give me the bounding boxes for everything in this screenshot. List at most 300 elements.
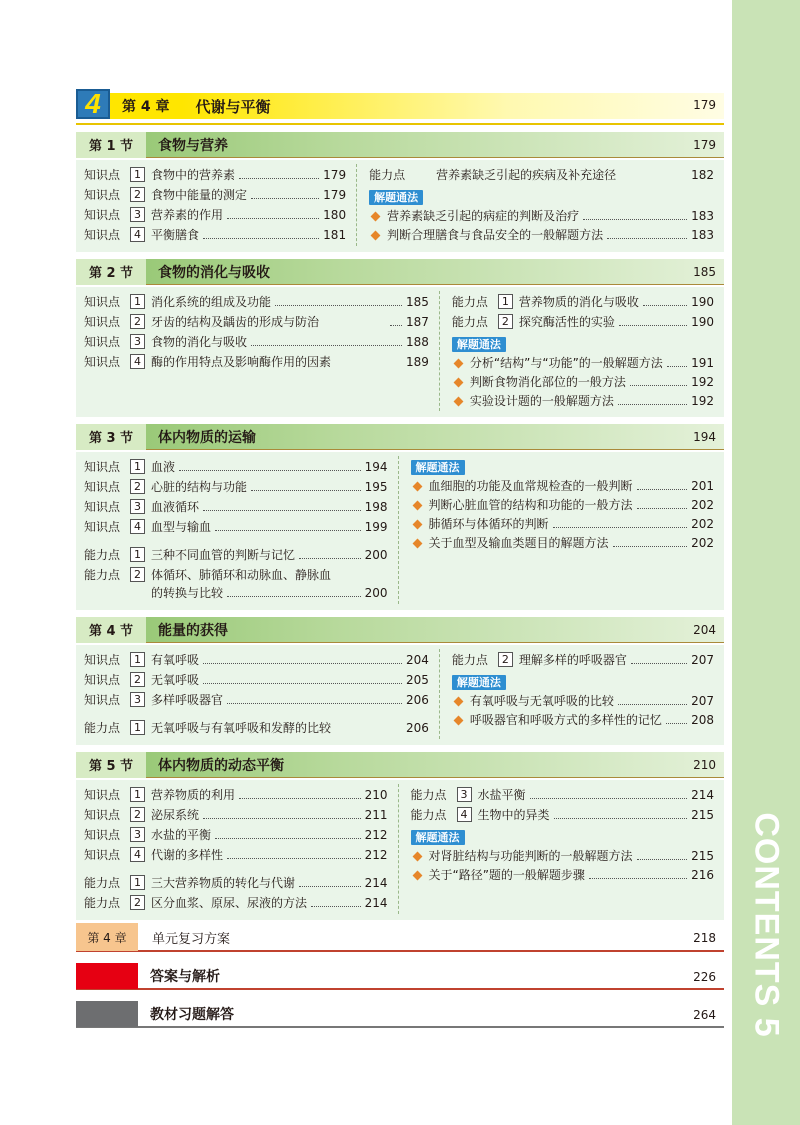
- entry-text: 三大营养物质的转化与代谢: [151, 876, 296, 890]
- method-page: 202: [691, 498, 714, 512]
- diamond-bullet-icon: [371, 230, 381, 240]
- method-text: 判断心脏血管的结构和功能的一般方法: [428, 498, 633, 512]
- entry-tag: 知识点: [84, 788, 121, 802]
- entry-tag: 能力点: [369, 168, 406, 182]
- method-text-wrap: [470, 692, 714, 710]
- entry-page: 204: [406, 653, 429, 667]
- toc-entry[interactable]: [84, 846, 388, 864]
- entry-number: 3: [130, 499, 145, 514]
- section-body: [76, 287, 724, 417]
- method-page: 183: [691, 228, 714, 242]
- left-column: [76, 456, 399, 604]
- section-body: [76, 452, 724, 610]
- entry-text: 理解多样的呼吸器官: [518, 653, 627, 667]
- right-column: [399, 784, 725, 914]
- entry-text-wrap: [151, 691, 429, 709]
- entry-text: 平衡膳食: [151, 228, 200, 242]
- section-3: [76, 424, 724, 610]
- entry-number: 2: [130, 567, 145, 582]
- spacer: [84, 538, 388, 544]
- toc-entry[interactable]: [84, 874, 388, 892]
- method-page: 192: [691, 394, 714, 408]
- ability-entry[interactable]: [452, 651, 714, 669]
- entry-page: 187: [406, 315, 429, 329]
- method-text-wrap: [470, 373, 714, 391]
- entry-page: 199: [364, 520, 388, 534]
- section-header[interactable]: [76, 617, 724, 643]
- dot-leader: [667, 354, 687, 367]
- entry-page: 200: [364, 586, 388, 600]
- entry-spacer: [413, 166, 436, 184]
- dot-leader: [589, 866, 687, 879]
- section-page: 185: [693, 265, 716, 279]
- dot-leader: [227, 846, 361, 859]
- chapter-number-badge: 4: [76, 89, 110, 119]
- method-page: 191: [691, 356, 714, 370]
- entry-text: 营养物质的利用: [151, 788, 236, 802]
- toc-entry[interactable]: [84, 498, 388, 516]
- entry-tag: 知识点: [84, 808, 121, 822]
- entry-number: 4: [130, 847, 145, 862]
- dot-leader: [251, 478, 361, 491]
- method-text: 判断合理膳食与食品安全的一般解题方法: [387, 228, 604, 242]
- entry-page: 210: [364, 788, 388, 802]
- section-5: [76, 752, 724, 920]
- method-text-wrap: [429, 477, 715, 495]
- entry-tag: 知识点: [84, 693, 121, 707]
- toc-entry[interactable]: [84, 478, 388, 496]
- entry-text: 营养物质的消化与吸收: [518, 295, 639, 309]
- entry-text: 探究酶活性的实验: [518, 315, 615, 329]
- diamond-bullet-icon: [412, 870, 422, 880]
- entry-text-wrap: [436, 166, 616, 184]
- dot-leader: [630, 373, 687, 386]
- dot-leader: [239, 166, 319, 179]
- dot-leader: [203, 806, 361, 819]
- toc-entry[interactable]: [84, 206, 346, 224]
- entry-number: 4: [457, 807, 472, 822]
- method-text-wrap: [429, 496, 715, 514]
- entry-tag: 知识点: [84, 500, 121, 514]
- toc-entry[interactable]: [84, 651, 429, 669]
- method-text: 肺循环与体循环的判断: [428, 517, 549, 531]
- ability-entry[interactable]: [452, 313, 714, 331]
- dot-leader: [299, 874, 361, 887]
- entry-tag: 知识点: [84, 673, 121, 687]
- entry-text: 牙齿的结构及龋齿的形成与防治: [151, 315, 320, 329]
- entry-number: 2: [130, 479, 145, 494]
- method-entry[interactable]: [452, 392, 714, 410]
- entry-tag: 知识点: [84, 460, 121, 474]
- dot-leader: [203, 498, 361, 511]
- toc-entry[interactable]: [84, 806, 388, 824]
- entry-number: 2: [498, 314, 513, 329]
- entry-tag: 能力点: [451, 653, 488, 667]
- entry-text: 三种不同血管的判断与记忆: [151, 548, 296, 562]
- entry-text: 血型与输血: [151, 520, 212, 534]
- method-text-wrap: [429, 515, 715, 533]
- entry-number: 1: [130, 652, 145, 667]
- method-text-wrap: [429, 847, 715, 865]
- chapter-label: 第 4 章: [110, 93, 182, 119]
- right-column: [357, 164, 724, 246]
- entry-text-wrap: [151, 826, 388, 844]
- diamond-bullet-icon: [453, 696, 463, 706]
- toc-entry[interactable]: [84, 353, 429, 371]
- entry-page: 189: [406, 355, 429, 369]
- entry-number: 3: [130, 334, 145, 349]
- entry-number: 2: [130, 807, 145, 822]
- textbook-entry[interactable]: [76, 1002, 724, 1028]
- entry-text-cont: 的转换与比较: [151, 586, 224, 600]
- entry-text: 血液: [151, 460, 176, 474]
- method-entry[interactable]: [452, 354, 714, 372]
- section-label: 第 4 节: [76, 617, 146, 643]
- entry-page: 205: [406, 673, 429, 687]
- entry-tag: 能力点: [410, 788, 447, 802]
- toc-entry[interactable]: [84, 313, 429, 331]
- method-text: 关于血型及输血类题目的解题方法: [428, 536, 609, 550]
- entry-tag: 能力点: [84, 896, 121, 910]
- dot-leader: [637, 847, 688, 860]
- entry-text: 区分血浆、原尿、尿液的方法: [151, 896, 308, 910]
- toc-page: [76, 88, 724, 1028]
- entry-text-wrap: [151, 894, 388, 912]
- answers-page: 226: [693, 970, 716, 984]
- entry-page: 206: [406, 721, 429, 735]
- entry-page: 181: [323, 228, 347, 242]
- review-page: 218: [693, 931, 716, 945]
- entry-page: 214: [364, 876, 388, 890]
- method-page: 202: [691, 517, 714, 531]
- ability-entry[interactable]: [369, 166, 714, 184]
- textbook-color-block: [76, 1001, 138, 1027]
- dot-leader: [583, 207, 687, 220]
- method-text: 呼吸器官和呼吸方式的多样性的记忆: [469, 713, 662, 727]
- diamond-bullet-icon: [453, 715, 463, 725]
- entry-text-wrap: [151, 226, 346, 244]
- method-entry[interactable]: [411, 515, 715, 533]
- dot-leader: [215, 518, 361, 531]
- entry-text: 营养素缺乏引起的疾病及补充途径: [436, 168, 617, 182]
- entry-number: 1: [130, 294, 145, 309]
- ability-entry[interactable]: [411, 786, 715, 804]
- method-text-wrap: [470, 392, 714, 410]
- diamond-bullet-icon: [412, 500, 422, 510]
- section-header[interactable]: [76, 424, 724, 450]
- entry-tag: 知识点: [84, 315, 121, 329]
- toc-entry[interactable]: [84, 826, 388, 844]
- toc-entry[interactable]: [84, 894, 388, 912]
- dot-leader: [251, 186, 319, 199]
- entry-text: 水盐平衡: [477, 788, 526, 802]
- method-page: 201: [691, 479, 714, 493]
- section-header[interactable]: [76, 259, 724, 285]
- method-entry[interactable]: [369, 226, 714, 244]
- dot-leader: [203, 671, 402, 684]
- entry-text-wrap: [151, 806, 388, 824]
- chapter-page: 179: [693, 98, 716, 112]
- methods-badge: 解题通法: [369, 190, 423, 205]
- section-header[interactable]: [76, 752, 724, 778]
- entry-tag: 知识点: [84, 188, 121, 202]
- method-entry[interactable]: [369, 207, 714, 225]
- diamond-bullet-icon: [412, 538, 422, 548]
- entry-tag: 知识点: [84, 228, 121, 242]
- entry-page: 190: [691, 315, 714, 329]
- entry-text-wrap: [151, 719, 331, 737]
- entry-text: 水盐的平衡: [151, 828, 212, 842]
- entry-number: 3: [130, 692, 145, 707]
- toc-entry[interactable]: [84, 186, 346, 204]
- entry-page: 212: [364, 828, 388, 842]
- toc-entry[interactable]: [84, 671, 429, 689]
- dot-leader: [227, 206, 319, 219]
- entry-text: 心脏的结构与功能: [151, 480, 248, 494]
- methods-badge: 解题通法: [411, 830, 465, 845]
- entry-text: 消化系统的组成及功能: [151, 295, 272, 309]
- method-text: 实验设计题的一般解题方法: [469, 394, 614, 408]
- section-title: 体内物质的运输: [158, 429, 256, 446]
- entry-line2: [398, 719, 429, 737]
- entry-number: 4: [130, 354, 145, 369]
- dot-leader: [275, 293, 402, 306]
- entry-page: 194: [364, 460, 388, 474]
- entry-text-wrap: [151, 671, 429, 689]
- section-list: [76, 132, 724, 920]
- entry-tag: 知识点: [84, 335, 121, 349]
- method-text: 血细胞的功能及血常规检查的一般判断: [428, 479, 633, 493]
- entry-tag: 知识点: [84, 480, 121, 494]
- right-column: [440, 649, 724, 739]
- method-text: 有氧呼吸与无氧呼吸的比较: [469, 694, 614, 708]
- entry-page: 212: [364, 848, 388, 862]
- toc-entry[interactable]: [84, 166, 346, 184]
- answers-color-block: [76, 963, 138, 989]
- entry-text-wrap: [151, 846, 388, 864]
- entry-text-wrap: [151, 206, 346, 224]
- review-entry[interactable]: [76, 924, 724, 952]
- method-text-wrap: [429, 534, 715, 552]
- chapter-header[interactable]: [76, 88, 724, 120]
- entry-text: 营养素的作用: [151, 208, 224, 222]
- entry-page: 185: [406, 295, 429, 309]
- entry-page: 198: [364, 500, 388, 514]
- entry-tag: 知识点: [84, 848, 121, 862]
- toc-entry[interactable]: [84, 518, 388, 536]
- entry-text-wrap: [151, 293, 429, 311]
- method-entry[interactable]: [452, 692, 714, 710]
- entry-tag: 能力点: [410, 808, 447, 822]
- method-page: 216: [691, 868, 714, 882]
- left-column: [76, 291, 440, 411]
- entry-tag: 能力点: [84, 568, 121, 582]
- entry-tag: 能力点: [84, 548, 121, 562]
- entry-line2: [683, 166, 714, 184]
- side-contents-text: CONTENTS 5: [747, 812, 786, 1038]
- section-header[interactable]: [76, 132, 724, 158]
- entry-text: 有氧呼吸: [151, 653, 200, 667]
- method-entry[interactable]: [411, 477, 715, 495]
- toc-entry[interactable]: [84, 546, 388, 564]
- entry-tag: 知识点: [84, 295, 121, 309]
- section-title: 食物与营养: [158, 137, 228, 154]
- toc-entry[interactable]: [84, 458, 388, 476]
- toc-entry[interactable]: [84, 786, 388, 804]
- dot-leader: [637, 496, 688, 509]
- toc-entry[interactable]: [84, 226, 346, 244]
- section-page: 179: [693, 138, 716, 152]
- method-entry[interactable]: [411, 534, 715, 552]
- right-column: [399, 456, 725, 604]
- method-text: 分析“结构”与“功能”的一般解题方法: [469, 356, 663, 370]
- method-page: 202: [691, 536, 714, 550]
- dot-leader: [299, 546, 361, 559]
- entry-page: 214: [364, 896, 388, 910]
- entry-text-wrap: [151, 546, 388, 564]
- toc-entry[interactable]: [84, 719, 429, 737]
- entry-tag: 知识点: [84, 520, 121, 534]
- entry-text: 血液循环: [151, 500, 200, 514]
- entry-tag: 知识点: [84, 168, 121, 182]
- entry-text-wrap: [151, 518, 388, 536]
- section-page: 204: [693, 623, 716, 637]
- dot-leader: [618, 692, 687, 705]
- section-1: [76, 132, 724, 252]
- methods-badge: 解题通法: [411, 460, 465, 475]
- method-text-wrap: [470, 354, 714, 372]
- dot-leader: [251, 333, 402, 346]
- dot-leader: [613, 534, 688, 547]
- review-label: 第 4 章: [76, 923, 138, 951]
- toc-entry[interactable]: [84, 333, 429, 351]
- toc-entry[interactable]: [84, 566, 388, 602]
- method-text: 判断食物消化部位的一般方法: [469, 375, 626, 389]
- entry-text: 代谢的多样性: [151, 848, 224, 862]
- dot-leader: [607, 226, 687, 239]
- dot-leader: [530, 786, 688, 799]
- method-entry[interactable]: [452, 373, 714, 391]
- section-label: 第 1 节: [76, 132, 146, 158]
- entry-tag: 能力点: [451, 295, 488, 309]
- diamond-bullet-icon: [412, 481, 422, 491]
- dot-leader: [227, 691, 402, 704]
- dot-leader: [227, 584, 361, 597]
- section-label: 第 2 节: [76, 259, 146, 285]
- answers-entry[interactable]: [76, 964, 724, 990]
- entry-page: 215: [691, 808, 714, 822]
- method-page: 215: [691, 849, 714, 863]
- section-title: 体内物质的动态平衡: [158, 757, 284, 774]
- method-text: 对肾脏结构与功能判断的一般解题方法: [428, 849, 633, 863]
- review-title: 单元复习方案: [152, 931, 231, 947]
- entry-number: 3: [130, 207, 145, 222]
- method-text-wrap: [387, 207, 714, 225]
- dot-leader: [618, 392, 687, 405]
- entry-line2: [386, 313, 429, 331]
- entry-number: 1: [130, 167, 145, 182]
- method-page: 207: [691, 694, 714, 708]
- ability-entry[interactable]: [452, 293, 714, 311]
- ability-entry[interactable]: [411, 806, 715, 824]
- entry-text: 体循环、肺循环和动脉血、静脉血: [151, 568, 332, 582]
- entry-tag: 知识点: [84, 828, 121, 842]
- toc-entry[interactable]: [84, 293, 429, 311]
- entry-tag: 能力点: [84, 876, 121, 890]
- entry-text-wrap: [519, 313, 714, 331]
- diamond-bullet-icon: [453, 377, 463, 387]
- method-text: 营养素缺乏引起的病症的判断及治疗: [387, 209, 580, 223]
- entry-number: 2: [130, 895, 145, 910]
- dot-leader: [311, 894, 361, 907]
- entry-line2: [398, 353, 429, 371]
- entry-number: 3: [130, 827, 145, 842]
- entry-tag: 知识点: [84, 653, 121, 667]
- entry-text: 无氧呼吸与有氧呼吸和发酵的比较: [151, 721, 332, 735]
- method-page: 208: [691, 713, 714, 727]
- entry-tag: 能力点: [451, 315, 488, 329]
- entry-text: 生物中的异类: [477, 808, 550, 822]
- dot-leader: [666, 711, 687, 724]
- method-entry[interactable]: [411, 866, 715, 884]
- entry-text-wrap: [151, 186, 346, 204]
- entry-number: 1: [130, 787, 145, 802]
- entry-page: 179: [323, 188, 347, 202]
- method-entry[interactable]: [411, 847, 715, 865]
- section-body: [76, 780, 724, 920]
- method-page: 183: [691, 209, 714, 223]
- entry-number: 2: [498, 652, 513, 667]
- method-text: 关于“路径”题的一般解题步骤: [428, 868, 585, 882]
- method-page: 192: [691, 375, 714, 389]
- entry-page: 179: [323, 168, 347, 182]
- left-column: [76, 649, 440, 739]
- answers-title: 答案与解析: [150, 969, 220, 985]
- left-column: [76, 164, 357, 246]
- entry-text-wrap: [151, 166, 346, 184]
- entry-text-wrap: [151, 874, 388, 892]
- entry-text: 泌尿系统: [151, 808, 200, 822]
- entry-text: 无氧呼吸: [151, 673, 200, 687]
- entry-text: 食物中能量的测定: [151, 188, 248, 202]
- spacer: [84, 711, 429, 717]
- entry-text-wrap: [151, 353, 331, 371]
- method-entry[interactable]: [452, 711, 714, 729]
- dot-leader: [239, 786, 361, 799]
- section-4: [76, 617, 724, 745]
- entry-text-wrap: [151, 786, 388, 804]
- entry-number: 1: [130, 547, 145, 562]
- method-entry[interactable]: [411, 496, 715, 514]
- entry-text-wrap: [519, 651, 714, 669]
- toc-entry[interactable]: [84, 691, 429, 709]
- entry-page: 200: [364, 548, 388, 562]
- diamond-bullet-icon: [412, 851, 422, 861]
- entry-number: 4: [130, 519, 145, 534]
- dot-leader: [215, 826, 361, 839]
- entry-tag: 知识点: [84, 355, 121, 369]
- entry-number: 1: [130, 720, 145, 735]
- entry-page: 207: [691, 653, 714, 667]
- dot-leader: [203, 651, 402, 664]
- entry-text-wrap: [151, 651, 429, 669]
- dot-leader: [179, 458, 361, 471]
- section-title: 食物的消化与吸收: [158, 264, 270, 281]
- diamond-bullet-icon: [453, 396, 463, 406]
- dot-leader: [203, 226, 319, 239]
- diamond-bullet-icon: [412, 519, 422, 529]
- entry-page: 188: [406, 335, 429, 349]
